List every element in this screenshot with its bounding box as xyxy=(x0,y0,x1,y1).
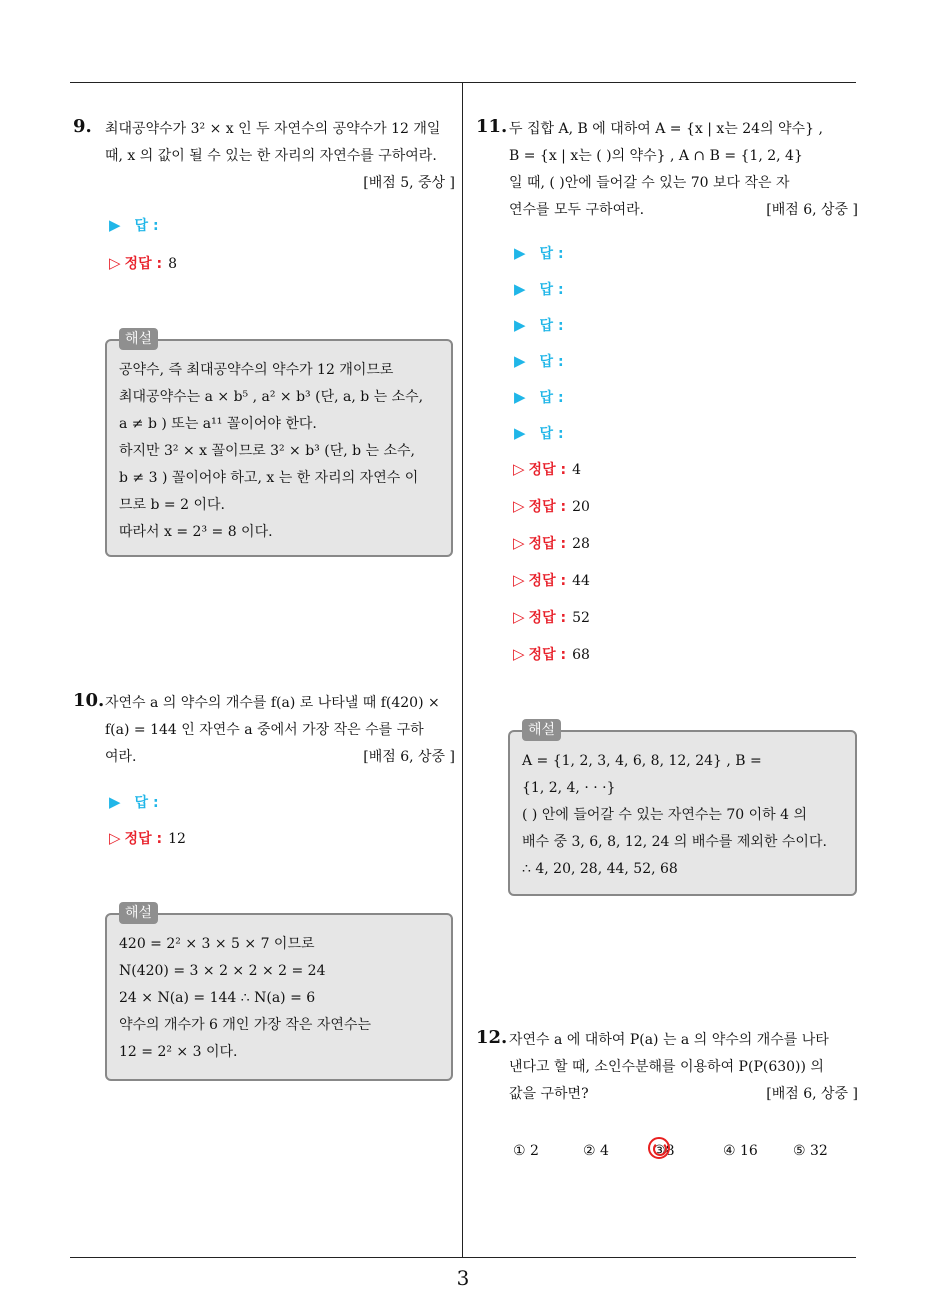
choice-value: 8 xyxy=(665,1143,675,1159)
question-line: B = {x | x는 ( )의 약수} , A ∩ B = {1, 2, 4} xyxy=(509,148,803,164)
answer-key-label: 정답 : xyxy=(528,573,567,589)
question-line: 때, x 의 값이 될 수 있는 한 자리의 자연수를 구하여라. xyxy=(105,148,437,164)
explanation-line: A = {1, 2, 3, 4, 6, 8, 12, 24} , B = xyxy=(522,753,762,769)
answer-arrow-icon: ▶ xyxy=(109,216,121,234)
question-number: 12. xyxy=(476,1027,508,1048)
explanation-line: 12 = 2² × 3 이다. xyxy=(119,1044,238,1060)
correct-answer xyxy=(513,570,590,590)
explanation-tag: 해설 xyxy=(522,719,561,741)
answer-label: 답 : xyxy=(539,246,564,262)
answer-label: 답 : xyxy=(134,795,159,811)
question-line xyxy=(105,744,455,771)
answer-key-arrow-icon: ▷ xyxy=(109,829,121,847)
choice-3[interactable] xyxy=(653,1143,674,1159)
correct-answer xyxy=(513,459,581,479)
selected-circle-icon xyxy=(648,1137,670,1159)
answer-key-label: 정답 : xyxy=(124,831,163,847)
question-line xyxy=(509,1081,858,1108)
answer-key-arrow-icon: ▷ xyxy=(513,460,525,478)
explanation-tag: 해설 xyxy=(119,902,158,924)
answer-arrow-icon: ▶ xyxy=(514,316,526,334)
answer-label: 답 : xyxy=(539,390,564,406)
answer-arrow-icon: ▶ xyxy=(514,352,526,370)
explanation-box xyxy=(105,331,453,557)
explanation-box xyxy=(508,722,857,896)
question-line: 일 때, ( )안에 들어갈 수 있는 70 보다 작은 자 xyxy=(509,175,790,191)
explanation-line: 24 × N(a) = 144 ∴ N(a) = 6 xyxy=(119,990,316,1006)
question-9 xyxy=(73,116,455,191)
question-line: 자연수 a 의 약수의 개수를 f(a) 로 나타낼 때 f(420) × xyxy=(105,695,440,711)
answer-field[interactable] xyxy=(514,387,564,407)
answer-key-arrow-icon: ▷ xyxy=(513,534,525,552)
explanation-line: 따라서 x = 2³ = 8 이다. xyxy=(119,524,273,540)
explanation-box xyxy=(105,905,453,1081)
correct-answer xyxy=(109,253,177,273)
answer-key-value: 52 xyxy=(572,610,590,626)
question-number: 11. xyxy=(476,116,508,137)
answer-key-value: 4 xyxy=(572,462,581,478)
answer-key-arrow-icon: ▷ xyxy=(513,571,525,589)
score-label: [배점 5, 중상 ] xyxy=(363,175,455,191)
choice-2[interactable] xyxy=(583,1143,609,1159)
answer-key-label: 정답 : xyxy=(528,536,567,552)
correct-answer xyxy=(513,607,590,627)
question-10 xyxy=(73,690,455,770)
explanation-line: b ≠ 3 ) 꼴이어야 하고, x 는 한 자리의 자연수 이 xyxy=(119,470,419,486)
answer-choices xyxy=(513,1143,853,1163)
choice-value: 16 xyxy=(740,1143,758,1159)
score-label: [배점 6, 상중 ] xyxy=(766,1086,858,1102)
choice-number: ② xyxy=(583,1143,596,1159)
answer-key-label: 정답 : xyxy=(528,462,567,478)
correct-answer xyxy=(513,496,590,516)
explanation-tag: 해설 xyxy=(119,328,158,350)
answer-label: 답 : xyxy=(539,426,564,442)
answer-field[interactable] xyxy=(514,279,564,299)
choice-value: 4 xyxy=(600,1143,609,1159)
question-line xyxy=(509,197,858,224)
choice-number: ⑤ xyxy=(793,1143,806,1159)
answer-label: 답 : xyxy=(134,218,159,234)
explanation-line: 하지만 3² × x 꼴이므로 3² × b³ (단, b 는 소수, xyxy=(119,443,416,459)
question-11 xyxy=(476,116,858,226)
explanation-line: a ≠ b ) 또는 a¹¹ 꼴이어야 한다. xyxy=(119,416,317,432)
answer-key-arrow-icon: ▷ xyxy=(513,645,525,663)
question-number: 9. xyxy=(73,116,92,137)
choice-number: ① xyxy=(513,1143,526,1159)
answer-key-label: 정답 : xyxy=(124,256,163,272)
answer-field[interactable] xyxy=(514,315,564,335)
answer-arrow-icon: ▶ xyxy=(514,280,526,298)
explanation-line: 약수의 개수가 6 개인 가장 작은 자연수는 xyxy=(119,1017,371,1033)
choice-value: 32 xyxy=(810,1143,828,1159)
choice-5[interactable] xyxy=(793,1143,828,1159)
answer-key-value: 20 xyxy=(572,499,590,515)
explanation-line: N(420) = 3 × 2 × 2 × 2 = 24 xyxy=(119,963,326,979)
top-rule xyxy=(70,82,856,83)
question-line: 두 집합 A, B 에 대하여 A = {x | x는 24의 약수} , xyxy=(509,121,823,137)
answer-field[interactable] xyxy=(514,351,564,371)
explanation-line: {1, 2, 4, · · ·} xyxy=(522,780,616,796)
correct-answer xyxy=(513,644,590,664)
answer-label: 답 : xyxy=(539,282,564,298)
choice-value: 2 xyxy=(530,1143,539,1159)
question-line: f(a) = 144 인 자연수 a 중에서 가장 작은 수를 구하 xyxy=(105,722,424,738)
question-text xyxy=(509,116,858,224)
answer-field[interactable] xyxy=(514,243,564,263)
explanation-line: 420 = 2² × 3 × 5 × 7 이므로 xyxy=(119,936,315,952)
question-number: 10. xyxy=(73,690,105,711)
answer-key-value: 12 xyxy=(168,831,186,847)
page-number: 3 xyxy=(456,1266,470,1290)
answer-key-label: 정답 : xyxy=(528,610,567,626)
choice-4[interactable] xyxy=(723,1143,758,1159)
answer-arrow-icon: ▶ xyxy=(109,793,121,811)
explanation-line: ∴ 4, 20, 28, 44, 52, 68 xyxy=(522,861,678,877)
answer-key-arrow-icon: ▷ xyxy=(513,608,525,626)
answer-key-value: 28 xyxy=(572,536,590,552)
column-divider xyxy=(462,82,463,1258)
explanation-line: 므로 b = 2 이다. xyxy=(119,497,225,513)
answer-field[interactable] xyxy=(109,215,159,235)
explanation-line: 배수 중 3, 6, 8, 12, 24 의 배수를 제외한 수이다. xyxy=(522,834,827,850)
answer-key-value: 8 xyxy=(168,256,177,272)
answer-key-arrow-icon: ▷ xyxy=(513,497,525,515)
explanation-line: ( ) 안에 들어갈 수 있는 자연수는 70 이하 4 의 xyxy=(522,807,808,823)
answer-key-label: 정답 : xyxy=(528,499,567,515)
answer-key-arrow-icon: ▷ xyxy=(109,254,121,272)
answer-field[interactable] xyxy=(514,423,564,443)
explanation-line: 최대공약수는 a × b⁵ , a² × b³ (단, a, b 는 소수, xyxy=(119,389,424,405)
choice-number-text: ③ xyxy=(653,1143,666,1159)
question-text xyxy=(509,1027,858,1108)
question-line: 최대공약수가 3² × x 인 두 자연수의 공약수가 12 개일 xyxy=(105,121,441,137)
bottom-rule xyxy=(70,1257,856,1258)
question-line: 자연수 a 에 대하여 P(a) 는 a 의 약수의 개수를 나타 xyxy=(509,1032,829,1048)
question-line: 낸다고 할 때, 소인수분해를 이용하여 P(P(630)) 의 xyxy=(509,1059,824,1075)
answer-arrow-icon: ▶ xyxy=(514,388,526,406)
question-line-text: 값을 구하면? xyxy=(509,1086,589,1102)
choice-number: ④ xyxy=(723,1143,736,1159)
correct-answer xyxy=(109,828,186,848)
score-label: [배점 6, 상중 ] xyxy=(363,749,455,765)
question-line-text: 여라. xyxy=(105,749,137,765)
answer-field[interactable] xyxy=(109,792,159,812)
answer-key-value: 68 xyxy=(572,647,590,663)
answer-arrow-icon: ▶ xyxy=(514,244,526,262)
answer-key-label: 정답 : xyxy=(528,647,567,663)
question-text xyxy=(105,690,455,771)
explanation-line: 공약수, 즉 최대공약수의 약수가 12 개이므로 xyxy=(119,362,394,378)
answer-label: 답 : xyxy=(539,354,564,370)
answer-key-value: 44 xyxy=(572,573,590,589)
question-text xyxy=(105,116,455,197)
answer-label: 답 : xyxy=(539,318,564,334)
question-line-text: 연수를 모두 구하여라. xyxy=(509,202,645,218)
answer-arrow-icon: ▶ xyxy=(514,424,526,442)
question-12 xyxy=(476,1027,858,1107)
score-label: [배점 6, 상중 ] xyxy=(766,202,858,218)
choice-1[interactable] xyxy=(513,1143,539,1159)
choice-number-selected xyxy=(653,1143,666,1159)
correct-answer xyxy=(513,533,590,553)
